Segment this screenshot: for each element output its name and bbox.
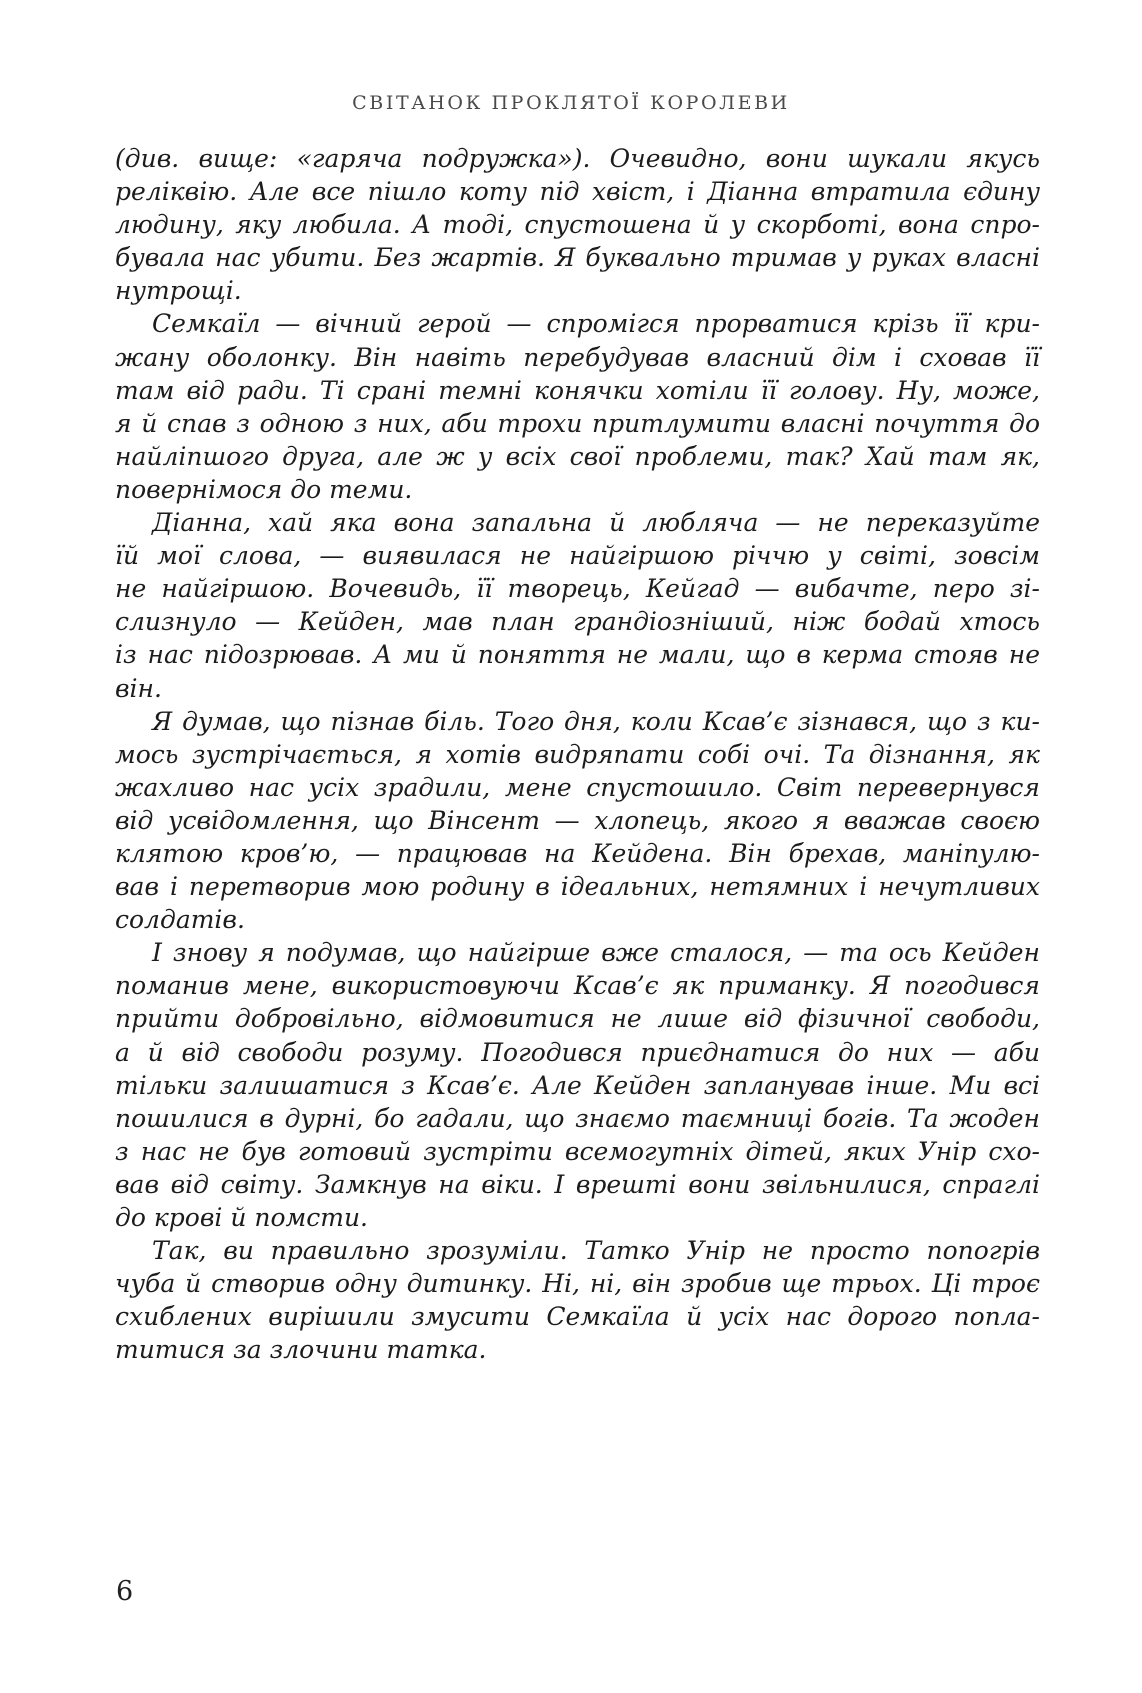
text-line: повернімося до теми.	[115, 474, 413, 504]
running-head: СВІТАНОК ПРОКЛЯТОЇ КОРОЛЕВИ	[352, 92, 790, 114]
page-number: 6	[116, 1576, 134, 1607]
text-line: (див. вище: «гаряча подружка»). Очевидно, вони шукали якусь	[115, 144, 1040, 173]
text-line: я й спав з одною з них, аби трохи притлумити власні почуття до	[115, 408, 1040, 438]
text-line: він.	[115, 673, 162, 703]
text-line: поманив мене, використовуючи Ксав’є як приманку. Я погодився	[115, 971, 1040, 1001]
text-line: їй мої слова, — виявилася не найгіршою річчю у світі, зовсім	[115, 541, 1040, 571]
text-line: жану оболонку. Він навіть перебудував власний дім і сховав її	[115, 342, 1040, 372]
text-line: нутрощі.	[115, 276, 242, 306]
text-line: тільки залишатися з Ксав’є. Але Кейден запланував інше. Ми всі	[115, 1070, 1040, 1100]
text-line: солдатів.	[115, 905, 245, 935]
text-line: там від ради. Ті срані темні конячки хотіли її голову. Ну, може,	[115, 375, 1040, 405]
text-line: а й від свободи розуму. Погодився приєднатися до них — аби	[115, 1037, 1040, 1067]
text-line: жахливо нас усіх зрадили, мене спустошило. Світ перевернувся	[115, 772, 1040, 802]
text-line: найліпшого друга, але ж у всіх свої проблеми, так? Хай там як,	[115, 441, 1040, 471]
text-line: титися за злочини татка.	[115, 1335, 487, 1365]
text-line: пошилися в дурні, бо гадали, що знаємо таємниці богів. Та жоден	[115, 1103, 1040, 1133]
text-line: із нас підозрював. А ми й поняття не мали, що в керма стояв не	[115, 640, 1040, 670]
text-line: бувала нас убити. Без жартів. Я буквально тримав у руках власні	[115, 243, 1040, 273]
text-line: І знову я подумав, що найгірше вже сталося, — та ось Кейден	[152, 938, 1040, 968]
text-line: вав і перетворив мою родину в ідеальних, нетямних і нечутливих	[115, 872, 1040, 902]
text-line: клятою кров’ю, — працював на Кейдена. Він брехав, маніпулю-	[115, 838, 1040, 868]
text-line: Діанна, хай яка вона запальна й любляча — не переказуйте	[152, 508, 1040, 538]
text-block	[115, 142, 1040, 1366]
text-line: не найгіршою. Вочевидь, її творець, Кейгад — вибачте, перо зі-	[115, 574, 1040, 604]
text-line: Так, ви правильно зрозуміли. Татко Унір не просто попогрів	[152, 1236, 1040, 1266]
text-line: слизнуло — Кейден, мав план грандіозніший, ніж бодай хтось	[115, 607, 1040, 637]
text-line: мось зустрічається, я хотів видряпати собі очі. Та дізнання, як	[115, 739, 1040, 769]
text-line: схиблених вирішили змусити Семкаїла й усіх нас дорого попла-	[115, 1302, 1040, 1332]
text-line: чуба й створив одну дитинку. Ні, ні, він зробив ще трьох. Ці троє	[115, 1269, 1040, 1299]
text-line: людину, яку любила. А тоді, спустошена й у скорботі, вона спро-	[115, 210, 1040, 240]
text-line: прийти добровільно, відмовитися не лише від фізичної свободи,	[115, 1004, 1040, 1034]
text-line: вав від світу. Замкнув на віки. І врешті вони звільнилися, спраглі	[115, 1169, 1040, 1199]
text-line: Семкаїл — вічний герой — спромігся прорватися крізь її кри-	[152, 309, 1040, 339]
text-line: до крові й помсти.	[115, 1203, 369, 1232]
text-line: реліквію. Але все пішло коту під хвіст, і Діанна втратила єдину	[115, 177, 1040, 207]
text-line: Я думав, що пізнав біль. Того дня, коли Ксав’є зізнався, що з ки-	[152, 706, 1040, 736]
text-line: з нас не був готовий зустріти всемогутніх дітей, яких Унір схо-	[115, 1136, 1040, 1166]
text-line: від усвідомлення, що Вінсент — хлопець, якого я вважав своєю	[115, 805, 1040, 835]
